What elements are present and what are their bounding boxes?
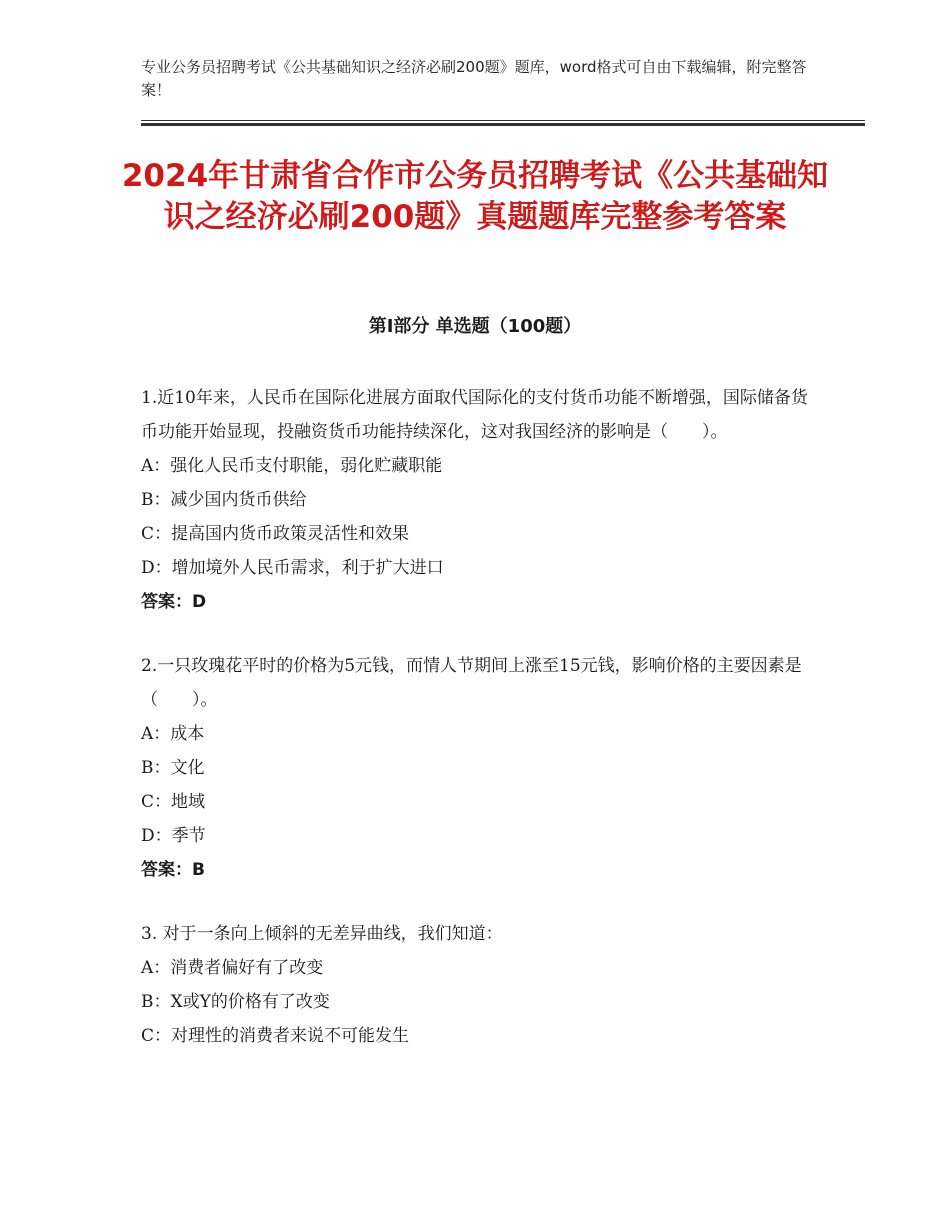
option-d: D：季节 [141, 826, 206, 846]
question-item [141, 649, 813, 887]
option-a: A：成本 [141, 724, 205, 744]
option-c: C：对理性的消费者来说不可能发生 [141, 1026, 410, 1046]
question-stem: 2.一只玫瑰花平时的价格为5元钱，而情人节期间上涨至15元钱，影响价格的主要因素是（ ）。 [141, 656, 802, 710]
option-c: C：地域 [141, 792, 206, 812]
question-stem: 3. 对于一条向上倾斜的无差异曲线，我们知道： [141, 924, 503, 944]
question-item [141, 917, 813, 1053]
answer-label: 答案：B [141, 860, 205, 880]
question-stem: 1.近10年来，人民币在国际化进展方面取代国际化的支付货币功能不断增强，国际储备货币功能开始显现，投融资货币功能持续深化，这对我国经济的影响是（ ）。 [141, 388, 808, 442]
header-divider-thin [141, 120, 865, 121]
header-divider-thick [141, 123, 865, 126]
question-list [141, 381, 813, 1083]
option-a: A：强化人民币支付职能，弱化贮藏职能 [141, 456, 443, 476]
question-item [141, 381, 813, 619]
option-c: C：提高国内货币政策灵活性和效果 [141, 524, 410, 544]
section-heading: 第I部分 单选题（100题） [368, 316, 582, 337]
document-header-note: 专业公务员招聘考试《公共基础知识之经济必刷200题》题库，word格式可自由下载编辑，附完整答案！ [141, 58, 807, 99]
document-title: 2024年甘肃省合作市公务员招聘考试《公共基础知识之经济必刷200题》真题题库完整参考答案 [121, 158, 829, 235]
option-b: B：X或Y的价格有了改变 [141, 992, 330, 1012]
option-b: B：文化 [141, 758, 205, 778]
answer-label: 答案：D [141, 592, 207, 612]
option-b: B：减少国内货币供给 [141, 490, 307, 510]
option-d: D：增加境外人民币需求，利于扩大进口 [141, 558, 444, 578]
option-a: A：消费者偏好有了改变 [141, 958, 324, 978]
